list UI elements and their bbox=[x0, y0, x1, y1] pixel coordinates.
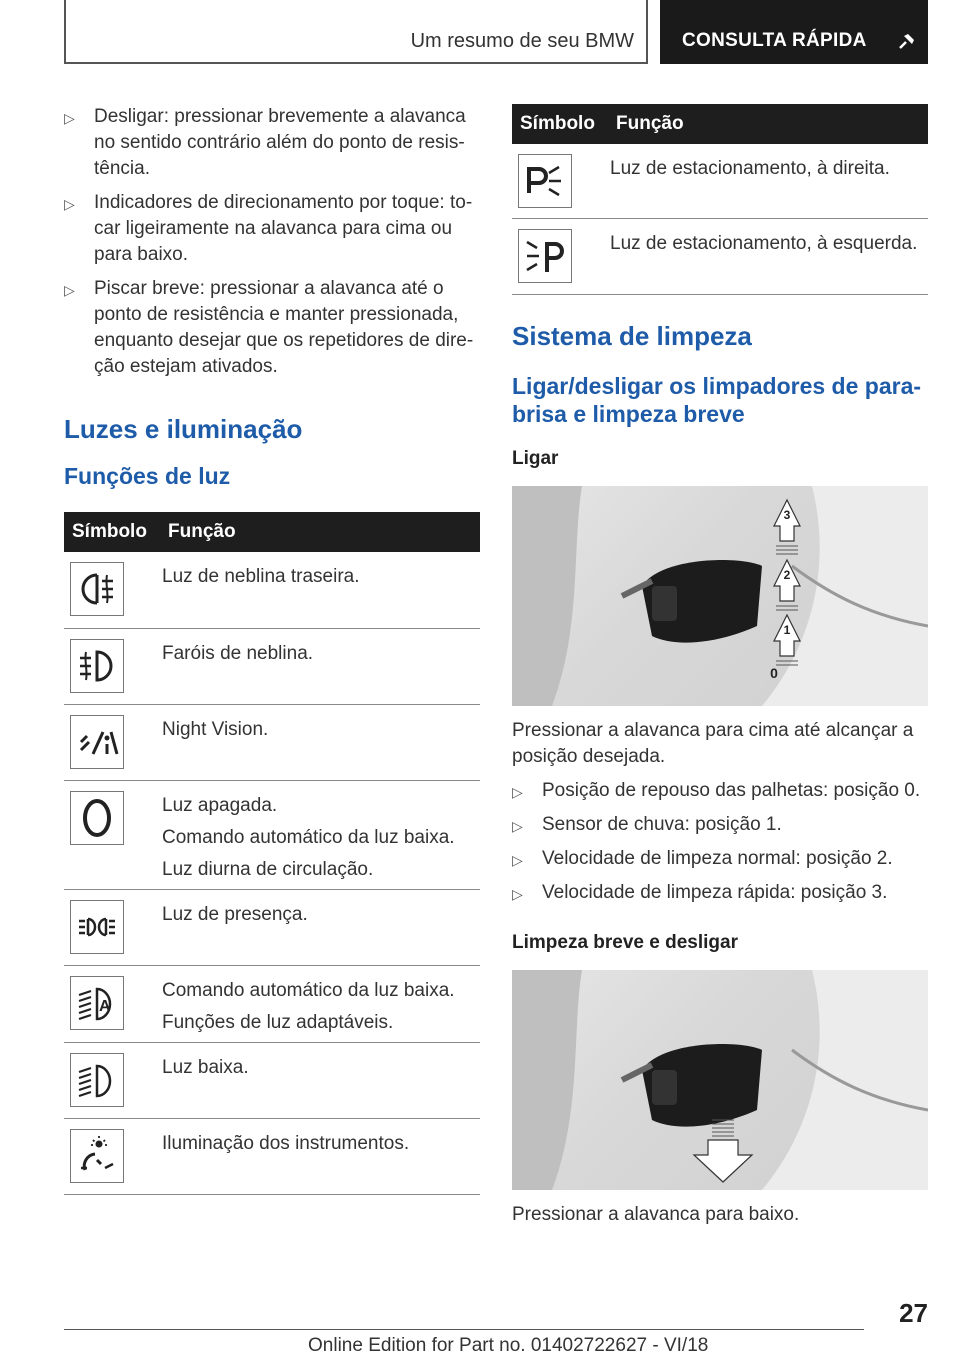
footer-edition: Online Edition for Part no. 01402722627 - VI/18 bbox=[308, 1335, 709, 1356]
ligar-caption: Pressionar a alavanca para cima até alcançar a posição desejada. bbox=[512, 719, 914, 767]
function-text: Luz de neblina traseira. bbox=[162, 566, 360, 587]
triangle-bullet-icon: ▷ bbox=[64, 282, 75, 298]
page-number: 27 bbox=[899, 1298, 928, 1328]
table-row bbox=[512, 218, 928, 294]
parking-light-right-icon bbox=[518, 154, 572, 208]
limpeza-heading: Limpeza breve e desligar bbox=[512, 931, 738, 953]
column-header-function: Função bbox=[160, 512, 480, 552]
parking-light-left-icon bbox=[518, 229, 572, 283]
list-item: ▷ Piscar breve: pressionar a alavanca até o ponto de resistência e manter pressionada, enquanto desejar que os repetidores de direção estejam ativados. bbox=[64, 278, 474, 377]
table-row bbox=[64, 1118, 480, 1194]
list-item: ▷ Velocidade de limpeza rápida: posição 3. bbox=[512, 880, 928, 906]
function-text: Luz diurna de circulação. bbox=[162, 858, 374, 880]
subsection-heading-wipers: Ligar/desligar os limpadores de para-brisa e limpeza breve bbox=[512, 372, 922, 427]
triangle-bullet-icon: ▷ bbox=[512, 851, 523, 868]
table-row bbox=[64, 780, 480, 889]
wiper-lever-up-image bbox=[512, 486, 928, 706]
low-beam-icon bbox=[70, 1053, 124, 1107]
table-row bbox=[64, 965, 480, 1042]
lights-off-icon bbox=[70, 791, 124, 845]
function-text: Luz de estacionamento, à direita. bbox=[610, 158, 890, 179]
header-section-title: Um resumo de seu BMW bbox=[410, 30, 634, 52]
left-column bbox=[64, 104, 480, 1195]
function-text: Luz de presença. bbox=[162, 903, 308, 925]
position-mark-2: 2 bbox=[783, 567, 791, 582]
triangle-bullet-icon: ▷ bbox=[512, 885, 523, 902]
parking-light-symbols-table bbox=[512, 104, 928, 295]
parking-lights-icon bbox=[70, 900, 124, 954]
table-row bbox=[64, 889, 480, 965]
table-row bbox=[512, 144, 928, 218]
triangle-bullet-icon: ▷ bbox=[512, 817, 523, 834]
table-row bbox=[64, 704, 480, 780]
function-text: Luz de estacionamento, à esquerda. bbox=[610, 232, 918, 254]
list-item: ▷ Indicadores de direcionamento por toque: tocar ligeiramente na alavanca para cima ou para baixo. bbox=[64, 192, 473, 265]
position-mark-0: 0 bbox=[770, 664, 778, 681]
footer-divider bbox=[64, 1329, 864, 1330]
table-row bbox=[64, 628, 480, 704]
night-vision-icon bbox=[70, 715, 124, 769]
function-text: Funções de luz adaptáveis. bbox=[162, 1011, 394, 1033]
table-row bbox=[64, 1042, 480, 1118]
function-text: Faróis de neblina. bbox=[162, 642, 314, 664]
function-text: Comando automático da luz baixa. bbox=[162, 826, 455, 848]
svg-text:A: A bbox=[99, 997, 111, 1015]
subsection-heading-light-functions: Funções de luz bbox=[64, 463, 231, 489]
header-section-box bbox=[64, 0, 648, 64]
function-text: Luz apagada. bbox=[162, 794, 278, 816]
quick-reference-tab[interactable] bbox=[660, 0, 928, 64]
function-text: Comando automático da luz baixa. bbox=[162, 979, 455, 1001]
function-text: Night Vision. bbox=[162, 718, 269, 740]
right-column bbox=[512, 104, 928, 1228]
list-item: ▷ Posição de repouso das palhetas: posição 0. bbox=[512, 778, 928, 804]
function-text: Iluminação dos instrumentos. bbox=[162, 1132, 410, 1154]
column-header-symbol: Símbolo bbox=[64, 512, 160, 552]
light-symbols-table bbox=[64, 512, 480, 1195]
list-item: ▷ Velocidade de limpeza normal: posição 2. bbox=[512, 846, 928, 872]
section-heading-cleaning-system: Sistema de limpeza bbox=[512, 320, 752, 351]
front-fog-light-icon bbox=[70, 639, 124, 693]
table-row bbox=[64, 552, 480, 628]
triangle-bullet-icon: ▷ bbox=[64, 110, 75, 126]
pin-icon bbox=[896, 30, 918, 52]
function-text: Luz baixa. bbox=[162, 1056, 249, 1078]
ligar-heading: Ligar bbox=[512, 447, 559, 469]
list-item: ▷ Sensor de chuva: posição 1. bbox=[512, 812, 928, 838]
quick-reference-label: CONSULTA RÁPIDA bbox=[682, 30, 867, 51]
auto-headlight-icon bbox=[70, 976, 124, 1030]
position-mark-3: 3 bbox=[783, 507, 791, 522]
column-header-function: Função bbox=[608, 104, 928, 144]
list-item: ▷ Desligar: pressionar brevemente a alavanca no sentido contrário além do ponto de resistência. bbox=[64, 106, 466, 179]
limpeza-caption: Pressionar a alavanca para baixo. bbox=[512, 1203, 800, 1225]
position-mark-1: 1 bbox=[783, 622, 791, 637]
triangle-bullet-icon: ▷ bbox=[64, 196, 75, 212]
rear-fog-light-icon bbox=[70, 562, 124, 616]
column-header-symbol: Símbolo bbox=[512, 104, 608, 144]
triangle-bullet-icon: ▷ bbox=[512, 783, 523, 800]
instrument-lighting-icon bbox=[70, 1129, 124, 1183]
wiper-lever-down-image bbox=[512, 970, 928, 1190]
section-heading-lights: Luzes e iluminação bbox=[64, 414, 303, 444]
